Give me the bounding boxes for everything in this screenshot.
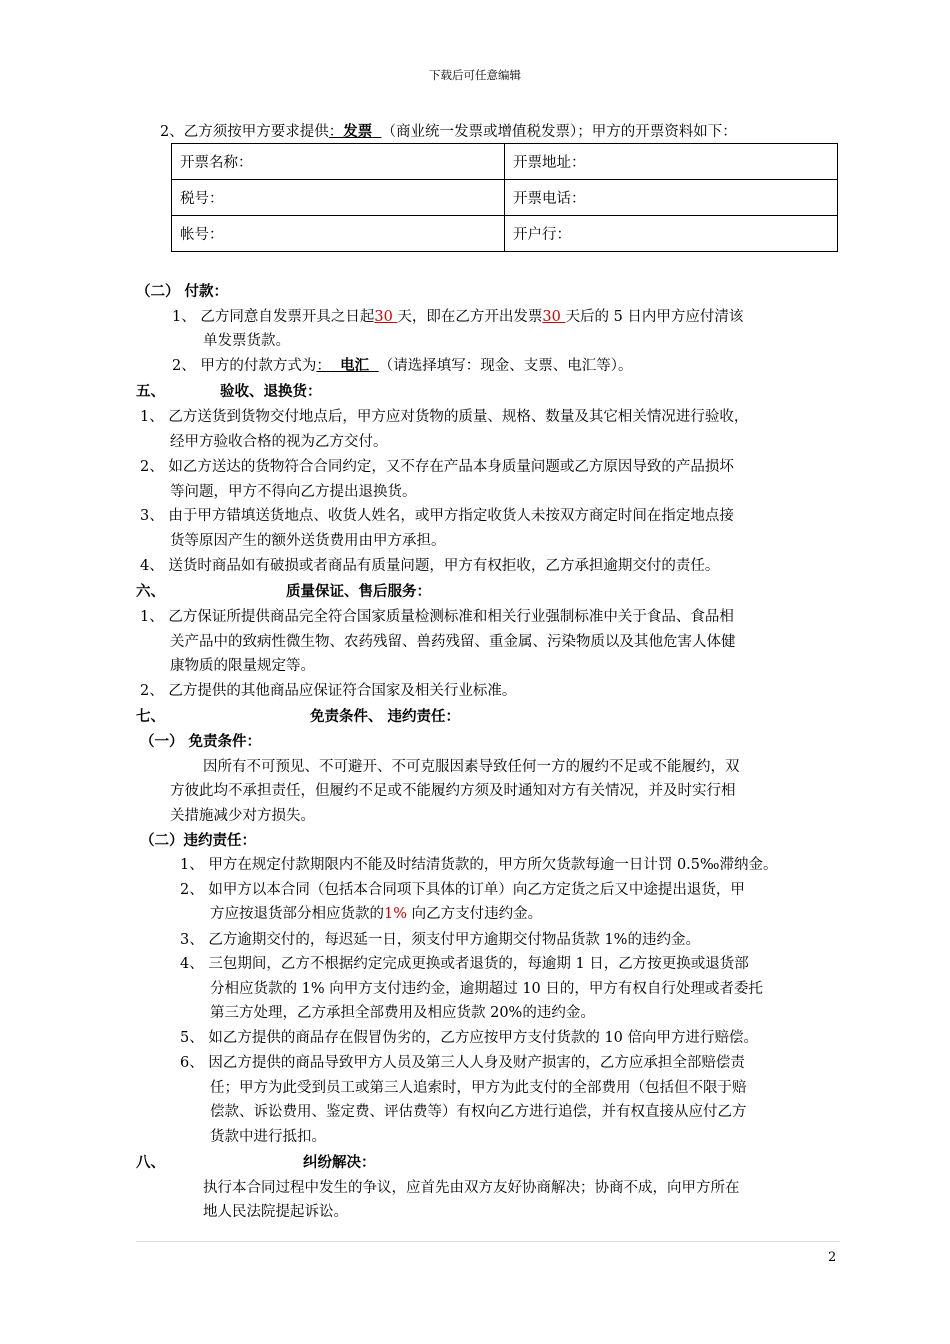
invoice-type: 发票 <box>343 123 373 140</box>
section-6-line: 2、 乙方提供的其他商品应保证符合国家及相关行业标准。 <box>140 683 517 699</box>
breach-item: 3、 乙方逾期交付的，每迟延一日，须支付甲方逾期交付物品货款 1%的违约金。 <box>180 932 700 948</box>
section-8-number: 八、 <box>136 1154 165 1171</box>
section-5-title: 验收、退换货： <box>220 383 322 400</box>
payment-days-1: 30 <box>374 309 398 325</box>
bank-cell: 开户行： <box>505 216 838 252</box>
section-6-line: 1、 乙方保证所提供商品完全符合国家质量检测标准和相关行业强制标准中关于食品、食品相 <box>140 609 734 625</box>
section-7-sub-2: （二）违约责任： <box>140 832 256 849</box>
payment-heading: （二） 付款： <box>136 283 229 300</box>
breach-item-2-cont-text-a: 方应按退货部分相应货款的 <box>210 906 384 922</box>
payment-item-1-cont: 单发票货款。 <box>203 333 290 349</box>
section-6-number: 六、 <box>136 583 165 600</box>
table-row <box>172 216 838 252</box>
invoice-address-cell: 开票地址： <box>505 144 838 180</box>
section-5-line: 4、 送货时商品如有破损或者商品有质量问题，甲方有权拒收，乙方承担逾期交付的责任。 <box>140 558 720 574</box>
section-5-line: 经甲方验收合格的视为乙方交付。 <box>170 434 388 450</box>
payment-days-2: 30 <box>542 309 566 325</box>
section-7-number: 七、 <box>136 708 165 725</box>
breach-item: 2、 如甲方以本合同（包括本合同项下具体的订单）向乙方定货之后又中途提出退货，甲 <box>180 882 745 898</box>
breach-item: 偿款、诉讼费用、鉴定费、评估费等）有权向乙方进行追偿，并有权直接从应付乙方 <box>210 1104 747 1120</box>
payment-item-2 <box>172 354 632 375</box>
table-row <box>172 144 838 180</box>
section-5-line: 等问题，甲方不得向乙方提出退换货。 <box>170 484 417 500</box>
section-8-line: 执行本合同过程中发生的争议，应首先由双方友好协商解决；协商不成，向甲方所在 <box>203 1180 740 1196</box>
breach-item: 第三方处理，乙方承担全部费用及相应货款 20%的违约金。 <box>210 1005 595 1021</box>
section-7-sub-1-line: 方彼此均不承担责任，但履约不足或不能履约方须及时通知对方有关情况，并及时实行相 <box>170 783 736 799</box>
page-number: 2 <box>828 1250 837 1265</box>
payment-method: 电汇 <box>340 357 375 374</box>
payment-item-1 <box>172 305 743 326</box>
tax-number-cell: 税号： <box>172 180 505 216</box>
payment-method-spacer <box>331 358 340 374</box>
invoice-phone-cell: 开票电话： <box>505 180 838 216</box>
section-7-sub-1-line: 关措施减少对方损失。 <box>170 808 315 824</box>
account-number-cell: 帐号： <box>172 216 505 252</box>
breach-item: 货款中进行抵扣。 <box>210 1129 326 1145</box>
invoice-line-text-b: （商业统一发票或增值税发票）；甲方的开票资料如下： <box>381 124 737 140</box>
section-5-line: 3、 由于甲方错填送货地点、收货人姓名，或甲方指定收货人未按双方商定时间在指定地点接 <box>140 508 734 524</box>
breach-item-2-cont <box>210 902 542 923</box>
section-6-line: 关产品中的致病性微生物、农药残留、兽药残留、重金属、污染物质以及其他危害人体健 <box>170 634 736 650</box>
breach-penalty-percent: 1% <box>384 906 408 922</box>
section-5-number: 五、 <box>136 383 165 400</box>
section-8-title: 纠纷解决： <box>303 1154 376 1171</box>
section-7-title: 免责条件、 违约责任： <box>310 708 461 725</box>
invoice-line-text-a: 2、乙方须按甲方要求提供 <box>160 124 329 140</box>
breach-item: 分相应货款的 1% 向甲方支付违约金，逾期超过 10 日的，甲方有权自行处理或者委托 <box>210 981 763 997</box>
table-row <box>172 180 838 216</box>
payment-item-2-colon: ： <box>316 358 331 374</box>
section-6-line: 康物质的限量规定等。 <box>170 658 315 674</box>
payment-item-2-text-b: （请选择填写：现金、支票、电汇等）。 <box>378 358 633 374</box>
section-6-title: 质量保证、售后服务： <box>286 583 431 600</box>
payment-item-2-text-a: 2、 甲方的付款方式为 <box>172 358 317 374</box>
page-header: 下载后可任意编辑 <box>429 68 521 82</box>
payment-item-1-text-c: 天后的 5 日内甲方应付清该 <box>565 309 744 325</box>
breach-item: 1、 甲方在规定付款期限内不能及时结清货款的，甲方所欠货款每逾一日计罚 0.5‰滞纳金。 <box>180 857 778 873</box>
breach-item: 任；甲方为此受到员工或第三人追索时，甲方为此支付的全部费用（包括但不限于赔 <box>210 1080 747 1096</box>
invoice-requirement-line <box>160 120 737 141</box>
payment-item-1-text-b: 天，即在乙方开出发票 <box>397 309 543 325</box>
section-7-sub-1: （一） 免责条件： <box>140 733 262 750</box>
invoice-line-colon: ： <box>328 124 344 140</box>
section-5-line: 1、 乙方送货到货物交付地点后，甲方应对货物的质量、规格、数量及其它相关情况进行验收， <box>140 409 749 425</box>
section-8-line: 地人民法院提起诉讼。 <box>203 1204 348 1220</box>
invoice-name-cell: 开票名称： <box>172 144 505 180</box>
payment-item-1-text-a: 1、 乙方同意自发票开具之日起 <box>172 309 375 325</box>
invoice-info-table <box>171 143 838 252</box>
section-5-line: 2、 如乙方送达的货物符合合同约定，又不存在产品本身质量问题或乙方原因导致的产品损坏 <box>140 459 734 475</box>
breach-item-2-cont-text-b: 向乙方支付违约金。 <box>407 906 543 922</box>
breach-item: 5、 如乙方提供的商品存在假冒伪劣的，乙方应按甲方支付货款的 10 倍向甲方进行赔偿。 <box>180 1030 758 1046</box>
section-7-sub-1-line: 因所有不可预见、不可避开、不可克服因素导致任何一方的履约不足或不能履约，双 <box>203 759 740 775</box>
breach-item: 6、 因乙方提供的商品导致甲方人员及第三人人身及财产损害的，乙方应承担全部赔偿责 <box>180 1055 745 1071</box>
breach-item: 4、 三包期间，乙方不根据约定完成更换或者退货的，每逾期 1 日，乙方按更换或退货部 <box>180 956 749 972</box>
footer-divider <box>136 1241 840 1242</box>
section-5-line: 货等原因产生的额外送货费用由甲方承担。 <box>170 533 446 549</box>
